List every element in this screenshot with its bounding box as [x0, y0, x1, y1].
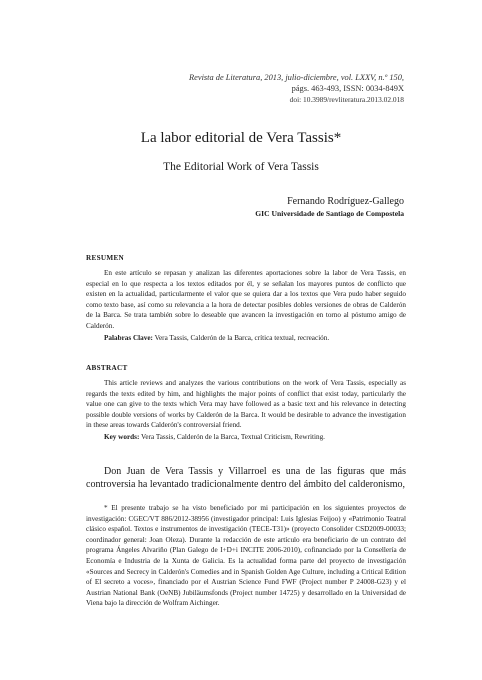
article-subtitle: The Editorial Work of Vera Tassis [163, 161, 319, 173]
abstract-heading: ABSTRACT [86, 364, 128, 372]
doi: doi: 10.3989/revliteratura.2013.02.018 [289, 95, 404, 104]
resumen-keywords-label: Palabras Clave: [104, 334, 153, 342]
abstract-keywords-label: Key words: [104, 433, 140, 441]
author-affiliation: GIC Universidade de Santiago de Compostela [255, 209, 404, 218]
abstract-keywords-list: Vera Tassis, Calderón de la Barca, Textual Criticism, Rewriting. [141, 433, 325, 441]
journal-citation: Revista de Literatura, 2013, julio-diciembre, vol. LXXV, n.º 150, [189, 73, 404, 82]
resumen-text: En este artículo se repasan y analizan las diferentes aportaciones sobre la labor de Vera Tassis, en especial en lo que respecta a los textos editados por él, y se señalan los mayores puntos de conflicto que existen en la actualidad, particularmente el valor que se quiera dar a los textos que Vera pudo haber seguido como texto base, así como su relevancia a la hora de detectar posibles dobles versiones de obras de Calderón de la Barca. Se trata también sobre lo deseable que avancen la investigación en torno al póstumo amigo de Calderón. [86, 269, 406, 330]
article-title: La labor editorial de Vera Tassis* [140, 130, 342, 146]
abstract-keywords [86, 432, 406, 443]
footnote: * El presente trabajo se ha visto beneficiado por mi participación en los siguientes proyectos de investigación: CGEC/VT 886/2012-38956 (investigador principal: Luis Iglesias Feijoo) y «Patrimonio Teatral clásico español. Textos e instrumentos de investigación (TECE-T31)» (proyecto Consolider CSD2009-00033; coordinador general: Joan Oleza). Durante la redacción de este artículo era beneficiario de un contrato del programa Ángeles Alvariño (Plan Galego de I+D+i INCITE 2006-2010), cofinanciado por la Consellería de Economía e Industria de la Xunta de Galicia. Es la actualidad forma parte del proyecto de investigación «Sources and Secrecy in Calderón's Comedies and in Spanish Golden Age Culture, including a Critical Edition of El secreto a voces», financiado por el Austrian Science Fund FWF (Project number P 24008-G23) y el Austrian National Bank (OeNB) Jubiläumsfonds (Project number 14725) y desarrollado en la Universidad de Viena bajo la dirección de Wolfram Aichinger. [86, 504, 406, 608]
author-name: Fernando Rodríguez-Gallego [287, 196, 404, 207]
abstract-text: This article reviews and analyzes the various contributions on the work of Vera Tassis, especially as regards the texts edited by him, and highlights the major points of conflict that exist today, particularly the value one can give to the texts which Vera may have followed as a basic text and his relevance in detecting possible double versions of works by Calderón de la Barca. It would be desirable to advance the investigation in these areas towards Calderón's controversial friend. [86, 379, 406, 430]
resumen-keywords [86, 333, 406, 344]
resumen-heading: RESUMEN [86, 254, 125, 262]
running-head [64, 72, 404, 105]
resumen-keywords-list: Vera Tassis, Calderón de la Barca, crítica textual, recreación. [154, 334, 330, 342]
pages-issn: págs. 463-493, ISSN: 0034-849X [291, 84, 404, 93]
body-paragraph: Don Juan de Vera Tassis y Villarroel es una de las figuras que más controversia ha levantado tradicionalmente dentro del ámbito del calderonismo, [86, 466, 406, 490]
